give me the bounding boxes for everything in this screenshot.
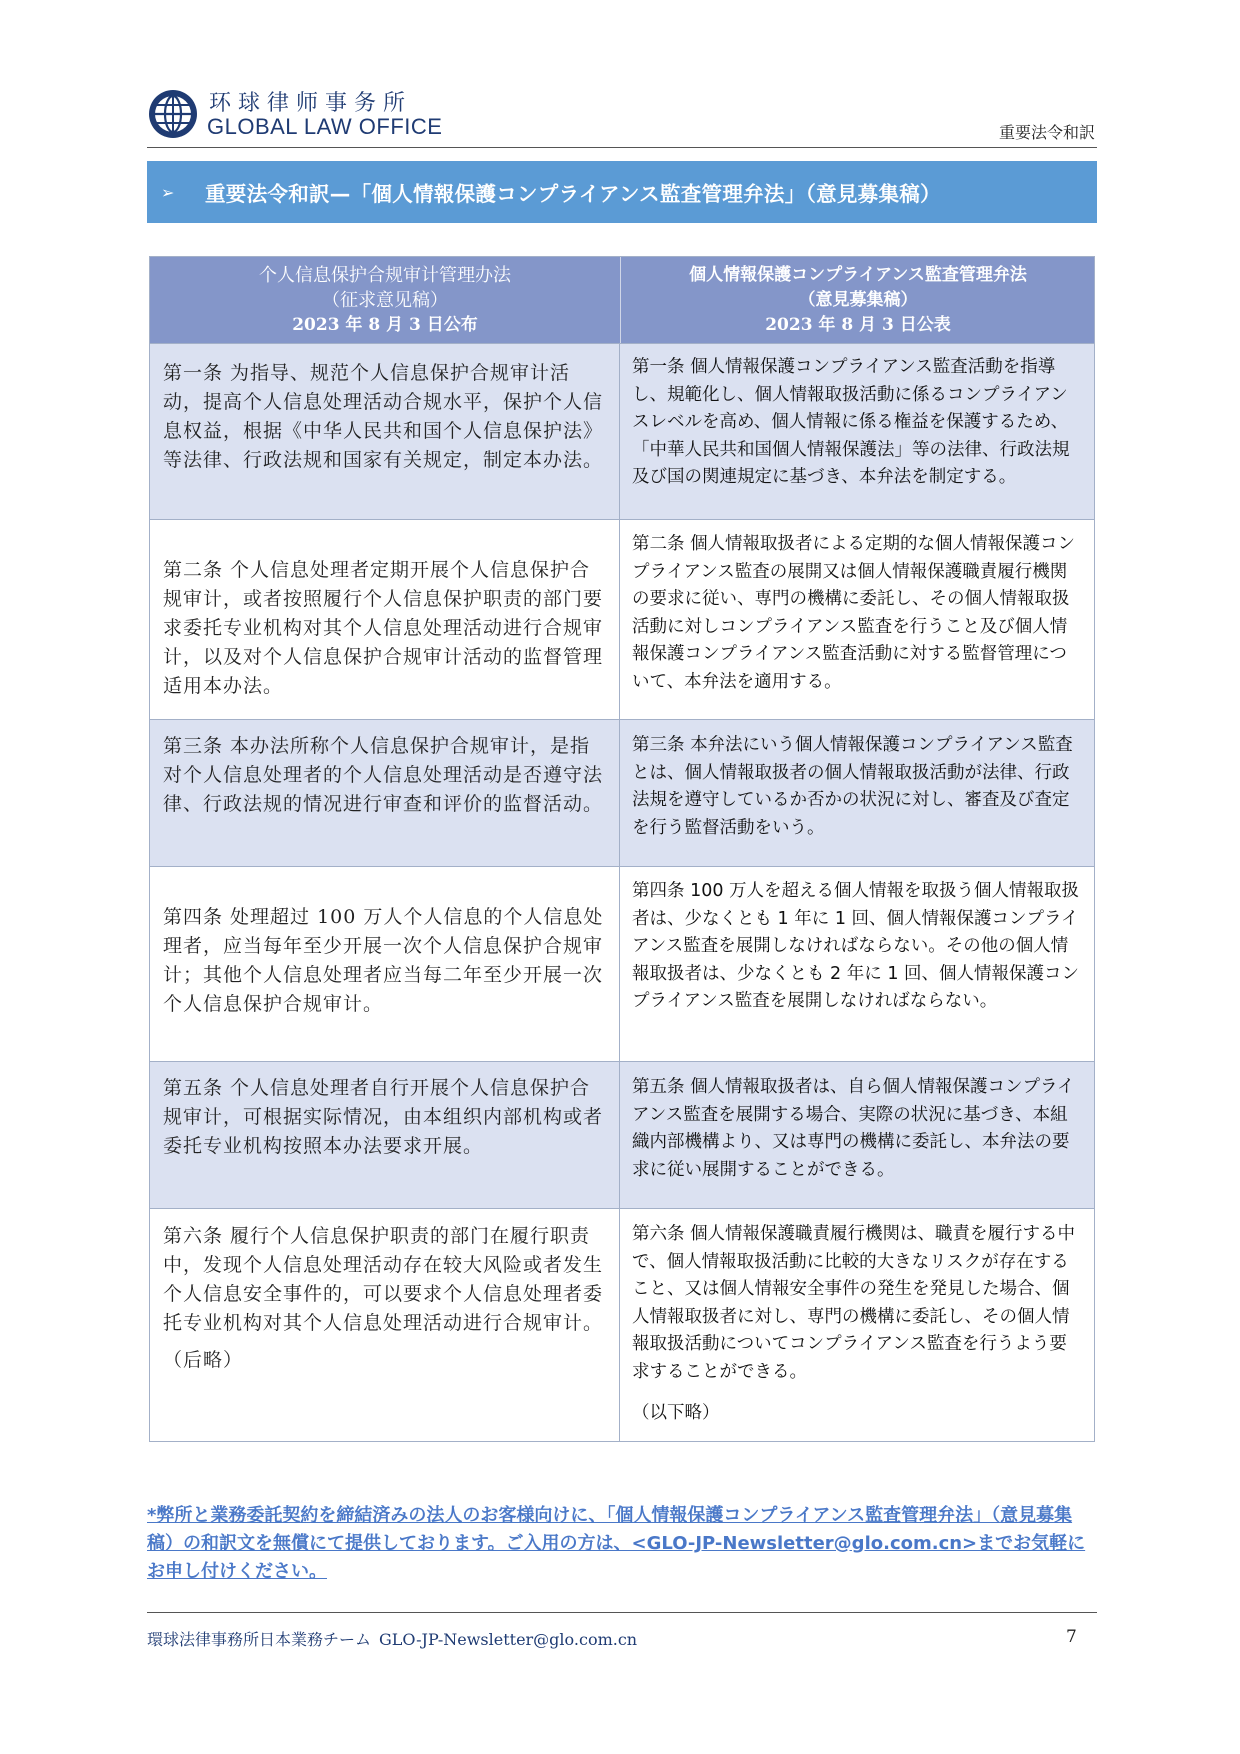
table-row [150,1209,1094,1441]
header-cell-chinese [150,257,621,343]
footer-divider [147,1612,1097,1613]
page-number: 7 [1066,1627,1077,1647]
article-cn: 第二条 个人信息处理者定期开展个人信息保护合规审计，或者按照履行个人信息保护职责的部门要求委托专业机构对其个人信息处理活动进行合规审计，以及对个人信息保护合规审计活动的监督管理适用本办法。 [150,520,620,719]
logo-english-name: GLOBAL LAW OFFICE [207,114,443,139]
footer-team: 環球法律事務所日本業務チーム [147,1630,372,1649]
comparison-table [149,256,1095,1442]
article-cn: 第六条 履行个人信息保护职责的部门在履行职责中，发现个人信息处理活动存在较大风险或者发生个人信息安全事件的，可以要求个人信息处理者委托专业机构对其个人信息处理活动进行合规审计。 [163,1225,604,1334]
logo-chinese-name: 环球律师事务所 [209,91,413,116]
header-cn-date: 2023 年 8 月 3 日公布 [292,314,478,335]
table-row [150,867,1094,1062]
article-cn-cell [150,1209,620,1441]
article-cn: 第三条 本办法所称个人信息保护合规审计，是指对个人信息处理者的个人信息处理活动是否遵守法律、行政法规的情况进行审查和评价的监督活动。 [150,720,620,866]
header-cn-subtitle: （征求意见稿） [322,289,448,311]
header-jp-date: 2023 年 8 月 3 日公表 [765,314,951,335]
article-jp: 第一条 個人情報保護コンプライアンス監査活動を指導し、規範化し、個人情報取扱活動に係るコンプライアンスレベルを高め、個人情報に係る権益を保護するため、「中華人民共和国個人情報保護法」等の法律、行政法規及び国の関連規定に基づき、本弁法を制定する。 [620,344,1094,519]
footer-info [147,1627,637,1650]
article-jp: 第二条 個人情報取扱者による定期的な個人情報保護コンプライアンス監査の展開又は個人情報保護職責履行機関の要求に従い、専門の機構に委託し、その個人情報取扱活動に対しコンプライアンス監査を行うこと及び個人情報保護コンプライアンス監査活動に対する監督管理について、本弁法を適用する。 [632,534,1076,692]
table-header-row [150,257,1094,344]
table-row [150,344,1094,520]
header-cell-japanese [621,257,1095,343]
article-jp: 第三条 本弁法にいう個人情報保護コンプライアンス監査とは、個人情報取扱者の個人情報取扱活動が法律、行政法規を遵守しているか否かの状況に対し、審査及び査定を行う監督活動をいう。 [620,720,1094,866]
omitted-note-jp: （以下略） [632,1403,720,1423]
article-cn: 第一条 为指导、规范个人信息保护合规审计活动，提高个人信息处理活动合规水平，保护个人信息权益，根据《中华人民共和国个人信息保护法》等法律、行政法规和国家有关规定，制定本办法。 [150,344,620,519]
omitted-note-cn: （后略） [163,1349,244,1371]
section-title: 重要法令和訳—「個人情報保護コンプライアンス監査管理弁法」（意見募集稿） [205,182,941,206]
article-jp: 第五条 個人情報取扱者は、自ら個人情報保護コンプライアンス監査を展開する場合、実際の状況に基づき、本組織内部機構より、又は専門の機構に委託し、本弁法の要求に従い展開することができる。 [620,1062,1094,1208]
header-section-label: 重要法令和訳 [998,123,1095,142]
table-row [150,720,1094,867]
header-cn-title: 个人信息保护合规审计管理办法 [259,264,511,286]
article-jp-cell [620,1209,1094,1441]
footer-email[interactable]: GLO-JP-Newsletter@glo.com.cn [379,1630,638,1649]
contact-note-link[interactable]: *弊所と業務委託契約を締結済みの法人のお客様向けに、「個人情報保護コンプライアンス監査管理弁法」（意見募集稿）の和訳文を無償にて提供しております。ご入用の方は、<GLO-JP-Newsletter@glo.com.cn>までお気軽にお申し付けください。 [147,1505,1086,1582]
article-cn: 第五条 个人信息处理者自行开展个人信息保护合规审计，可根据实际情况，由本组织内部机构或者委托专业机构按照本办法要求开展。 [150,1062,620,1208]
table-row [150,1062,1094,1209]
arrow-bullet-icon: ➢ [161,182,175,202]
section-title-banner [147,161,1097,223]
table-row [150,520,1094,720]
header-jp-title: 個人情報保護コンプライアンス監査管理弁法 [689,264,1027,285]
page-header [147,86,1097,146]
globe-logo-icon [147,88,199,140]
article-jp: 第四条 100 万人を超える個人情報を取扱う個人情報取扱者は、少なくとも 1 年に 1 回、個人情報保護コンプライアンス監査を展開しなければならない。その他の個人情報取扱者は、少なくとも 2 年に 1 回、個人情報保護コンプライアンス監査を展開しなければならない。 [632,881,1080,1011]
article-cn: 第四条 处理超过 100 万人个人信息的个人信息处理者，应当每年至少开展一次个人信息保护合规审计；其他个人信息处理者应当每二年至少开展一次个人信息保护合规审计。 [150,867,620,1061]
article-jp: 第六条 個人情報保護職責履行機関は、職責を履行する中で、個人情報取扱活動に比較的大きなリスクが存在すること、又は個人情報安全事件の発生を発見した場合、個人情報取扱者に対し、専門の機構に委託し、その個人情報取扱活動についてコンプライアンス監査を行うよう要求することができる。 [632,1224,1076,1382]
header-divider [147,147,1097,148]
header-jp-subtitle: （意見募集稿） [798,289,918,310]
